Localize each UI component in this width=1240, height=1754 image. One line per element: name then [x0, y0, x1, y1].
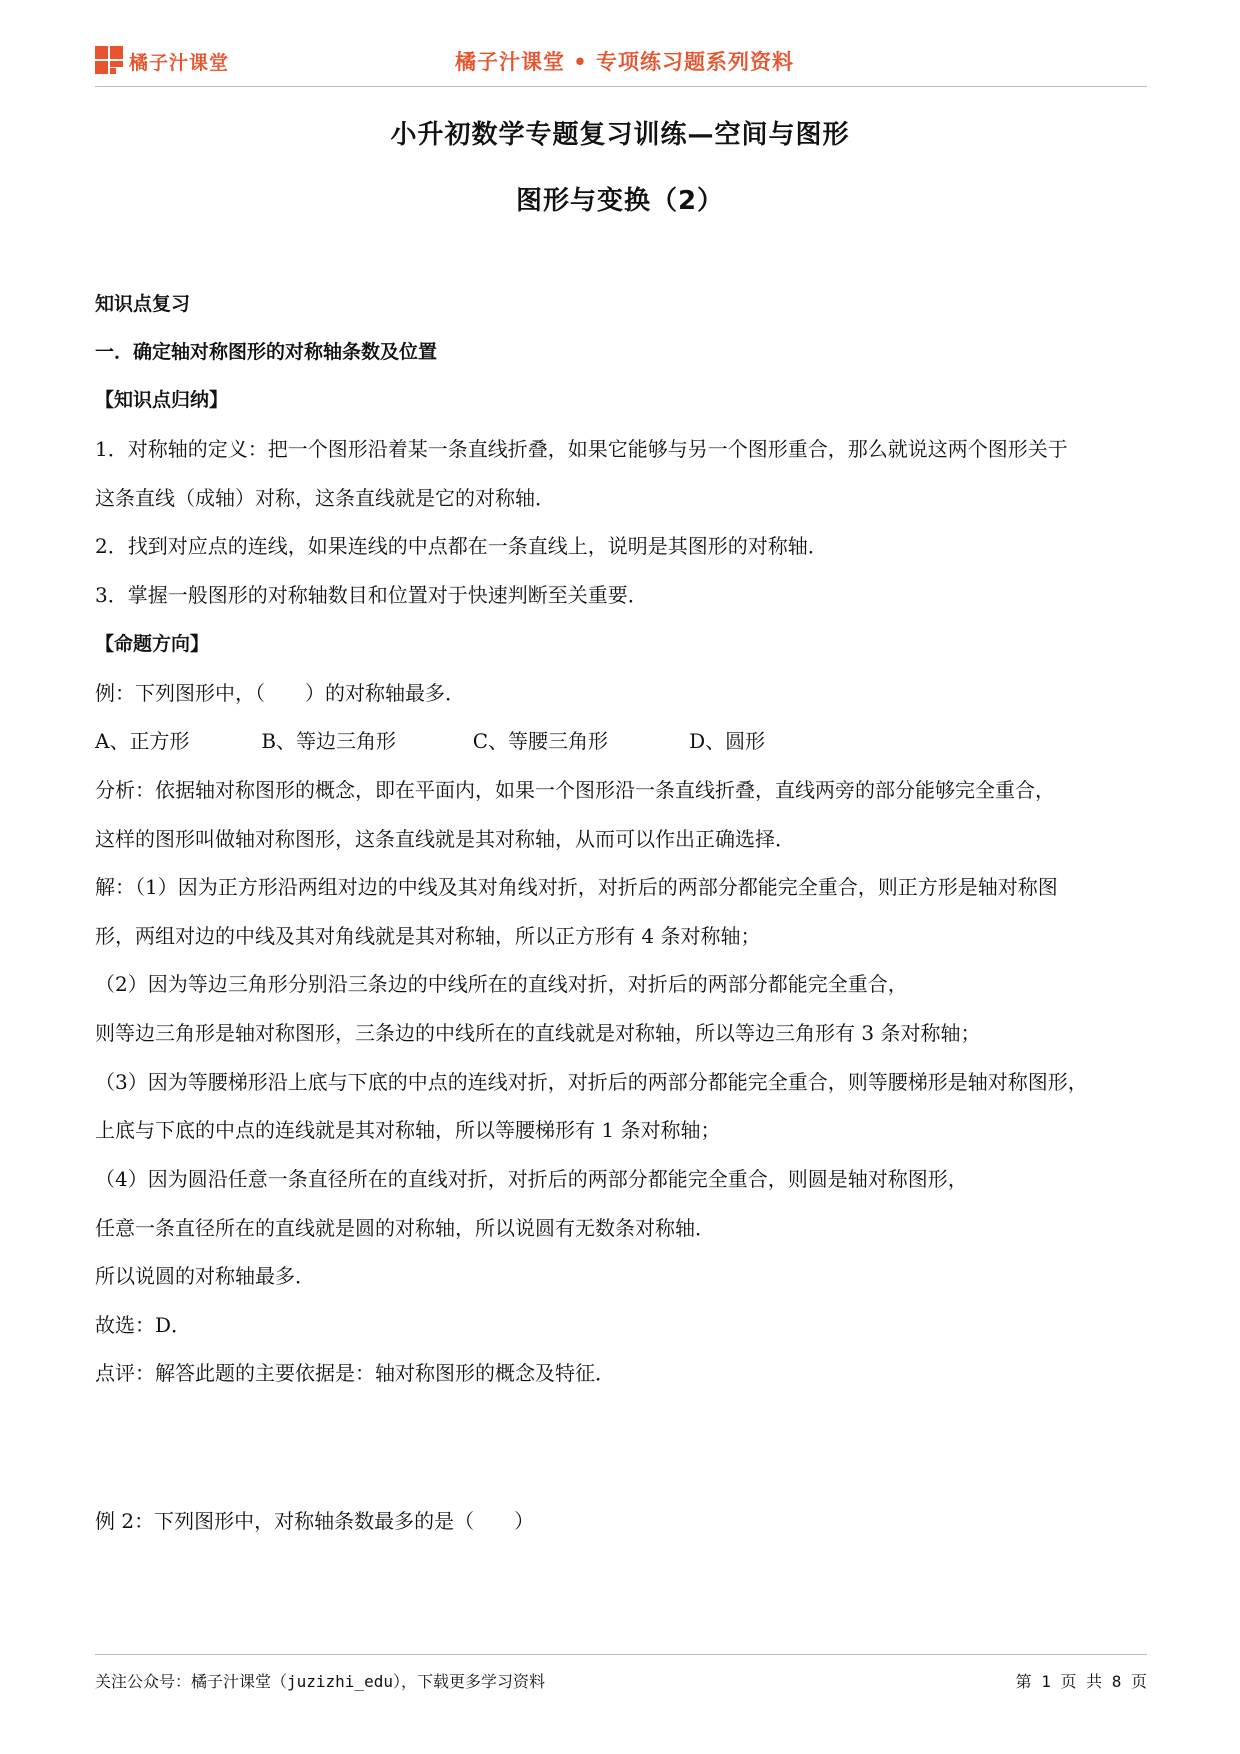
option-d: D、圆形 [689, 729, 766, 753]
logo-text: 橘子汁课堂 [129, 51, 230, 74]
solution-line-3: （2）因为等边三角形分别沿三条边的中线所在的直线对折，对折后的两部分都能完全重合， [95, 972, 908, 996]
summary-label: 【知识点归纳】 [95, 389, 229, 411]
solution-line-7: （4）因为圆沿任意一条直径所在的直线对折，对折后的两部分都能完全重合，则圆是轴对称图形， [95, 1167, 968, 1191]
answer: 故选：D． [95, 1313, 192, 1337]
subheading: 一．确定轴对称图形的对称轴条数及位置 [95, 341, 438, 363]
solution-line-1: 解：（1）因为正方形沿两组对边的中线及其对角线对折，对折后的两部分都能完全重合，则正方形是轴对称图 [95, 875, 1058, 899]
solution-line-6: 上底与下底的中点的连线就是其对称轴，所以等腰梯形有 1 条对称轴； [95, 1118, 721, 1142]
section-heading: 知识点复习 [95, 293, 191, 315]
example-2-question: 例 2：下列图形中，对称轴条数最多的是（ ） [95, 1509, 535, 1533]
solution-line-5: （3）因为等腰梯形沿上底与下底的中点的连线对折，对折后的两部分都能完全重合，则等腰梯形是轴对称图形， [95, 1070, 1088, 1094]
solution-line-8: 任意一条直径所在的直线就是圆的对称轴，所以说圆有无数条对称轴． [95, 1216, 715, 1240]
option-a: A、正方形 [95, 729, 190, 753]
example-1-options [95, 728, 1155, 754]
analysis-line-2: 这样的图形叫做轴对称图形，这条直线就是其对称轴，从而可以作出正确选择． [95, 827, 795, 851]
document-subtitle: 图形与变换（2） [515, 186, 725, 216]
option-b: B、等边三角形 [261, 729, 397, 753]
direction-label: 【命题方向】 [95, 633, 210, 655]
example-1-question: 例：下列图形中，（ ）的对称轴最多． [95, 681, 465, 705]
page-number: 第 1 页 共 8 页 [1015, 1672, 1147, 1691]
brand-logo [95, 44, 229, 78]
analysis-line-1: 分析：依据轴对称图形的概念，即在平面内，如果一个图形沿一条直线折叠，直线两旁的部分能够完全重合， [95, 778, 1055, 802]
point-3: 3．掌握一般图形的对称轴数目和位置对于快速判断至关重要． [95, 583, 648, 607]
option-c: C、等腰三角形 [472, 729, 609, 753]
solution-line-2: 形，两组对边的中线及其对角线就是其对称轴，所以正方形有 4 条对称轴； [95, 924, 761, 948]
comment: 点评：解答此题的主要依据是：轴对称图形的概念及特征． [95, 1361, 615, 1385]
logo-blocks-icon [95, 46, 125, 76]
page-header [95, 42, 1147, 87]
solution-line-9: 所以说圆的对称轴最多． [95, 1264, 315, 1288]
point-1-line-1: 1．对称轴的定义：把一个图形沿着某一条直线折叠，如果它能够与另一个图形重合，那么就说这两个图形关于 [95, 437, 1068, 461]
header-title: 橘子汁课堂 • 专项练习题系列资料 [455, 50, 795, 74]
page-footer [95, 1654, 1147, 1691]
document-title: 小升初数学专题复习训练—空间与图形 [390, 120, 850, 150]
solution-line-4: 则等边三角形是轴对称图形，三条边的中线所在的直线就是对称轴，所以等边三角形有 3 条对称轴； [95, 1021, 981, 1045]
footer-follow-text: 关注公众号：橘子汁课堂（juzizhi_edu），下载更多学习资料 [95, 1672, 545, 1691]
point-2: 2．找到对应点的连线，如果连线的中点都在一条直线上，说明是其图形的对称轴． [95, 534, 828, 558]
point-1-line-2: 这条直线（成轴）对称，这条直线就是它的对称轴． [95, 486, 555, 510]
